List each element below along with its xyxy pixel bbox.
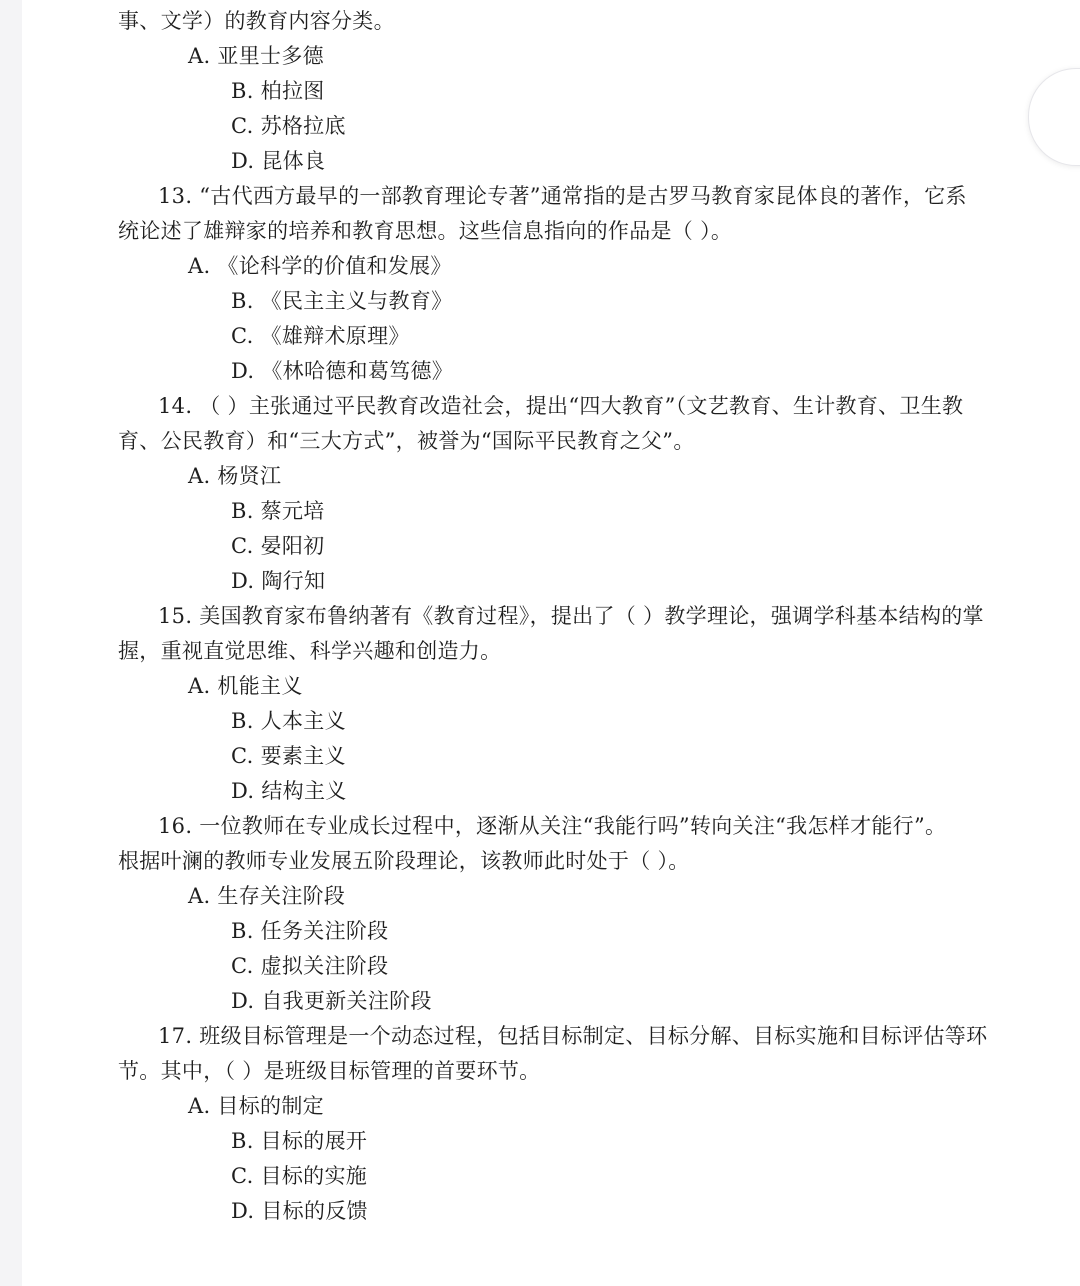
floating-scroll-handle[interactable] <box>1028 68 1080 166</box>
question-17-option-a: A. 目标的制定 <box>188 1094 324 1118</box>
question-13-stem-line-1: 13. “古代西方最早的一部教育理论专著”通常指的是古罗马教育家昆体良的著作，它系 <box>158 184 967 208</box>
question-17-option-b: B. 目标的展开 <box>231 1129 368 1153</box>
question-list <box>118 4 998 1229</box>
question-15-option-c: C. 要素主义 <box>231 744 346 768</box>
question-14-option-a: A. 杨贤江 <box>188 464 282 488</box>
question-12-option-d: D. 昆体良 <box>231 149 326 173</box>
question-17-stem-line-1: 17. 班级目标管理是一个动态过程，包括目标制定、目标分解、目标实施和目标评估等环 <box>158 1024 988 1048</box>
question-16-option-d: D. 自我更新关注阶段 <box>231 989 432 1013</box>
question-13-option-c: C. 《雄辩术原理》 <box>231 324 410 348</box>
question-16-option-c: C. 虚拟关注阶段 <box>231 954 389 978</box>
question-16-stem-line-1: 16. 一位教师在专业成长过程中，逐渐从关注“我能行吗”转向关注“我怎样才能行”。 <box>158 814 947 838</box>
question-12-stem-line: 事、文学）的教育内容分类。 <box>118 9 395 33</box>
question-12-option-a: A. 亚里士多德 <box>188 44 324 68</box>
question-17-option-c: C. 目标的实施 <box>231 1164 368 1188</box>
question-17-stem-line-2: 节。其中，（ ）是班级目标管理的首要环节。 <box>118 1059 541 1083</box>
question-16-option-a: A. 生存关注阶段 <box>188 884 346 908</box>
question-13-option-a: A. 《论科学的价值和发展》 <box>188 254 452 278</box>
question-13-option-d: D. 《林哈德和葛笃德》 <box>231 359 454 383</box>
question-14-option-d: D. 陶行知 <box>231 569 326 593</box>
question-15-stem-line-2: 握，重视直觉思维、科学兴趣和创造力。 <box>118 639 502 663</box>
question-13-stem-line-2: 统论述了雄辩家的培养和教育思想。这些信息指向的作品是（ ）。 <box>118 219 733 243</box>
question-16-stem-line-2: 根据叶澜的教师专业发展五阶段理论，该教师此时处于（ ）。 <box>118 849 690 873</box>
question-15-stem-line-1: 15. 美国教育家布鲁纳著有《教育过程》，提出了（ ）教学理论，强调学科基本结构的掌 <box>158 604 984 628</box>
document-page <box>22 0 1080 1286</box>
question-12-option-c: C. 苏格拉底 <box>231 114 346 138</box>
question-13-option-b: B. 《民主主义与教育》 <box>231 289 453 313</box>
question-14-stem-line-2: 育、公民教育）和“三大方式”，被誉为“国际平民教育之父”。 <box>118 429 695 453</box>
question-15-option-d: D. 结构主义 <box>231 779 347 803</box>
question-14-stem-line-1: 14. （ ）主张通过平民教育改造社会，提出“四大教育”（文艺教育、生计教育、卫生教 <box>158 394 964 418</box>
question-17-option-d: D. 目标的反馈 <box>231 1199 368 1223</box>
question-15-option-b: B. 人本主义 <box>231 709 346 733</box>
question-16-option-b: B. 任务关注阶段 <box>231 919 389 943</box>
question-15-option-a: A. 机能主义 <box>188 674 303 698</box>
question-12-option-b: B. 柏拉图 <box>231 79 325 103</box>
question-14-option-b: B. 蔡元培 <box>231 499 325 523</box>
question-14-option-c: C. 晏阳初 <box>231 534 325 558</box>
